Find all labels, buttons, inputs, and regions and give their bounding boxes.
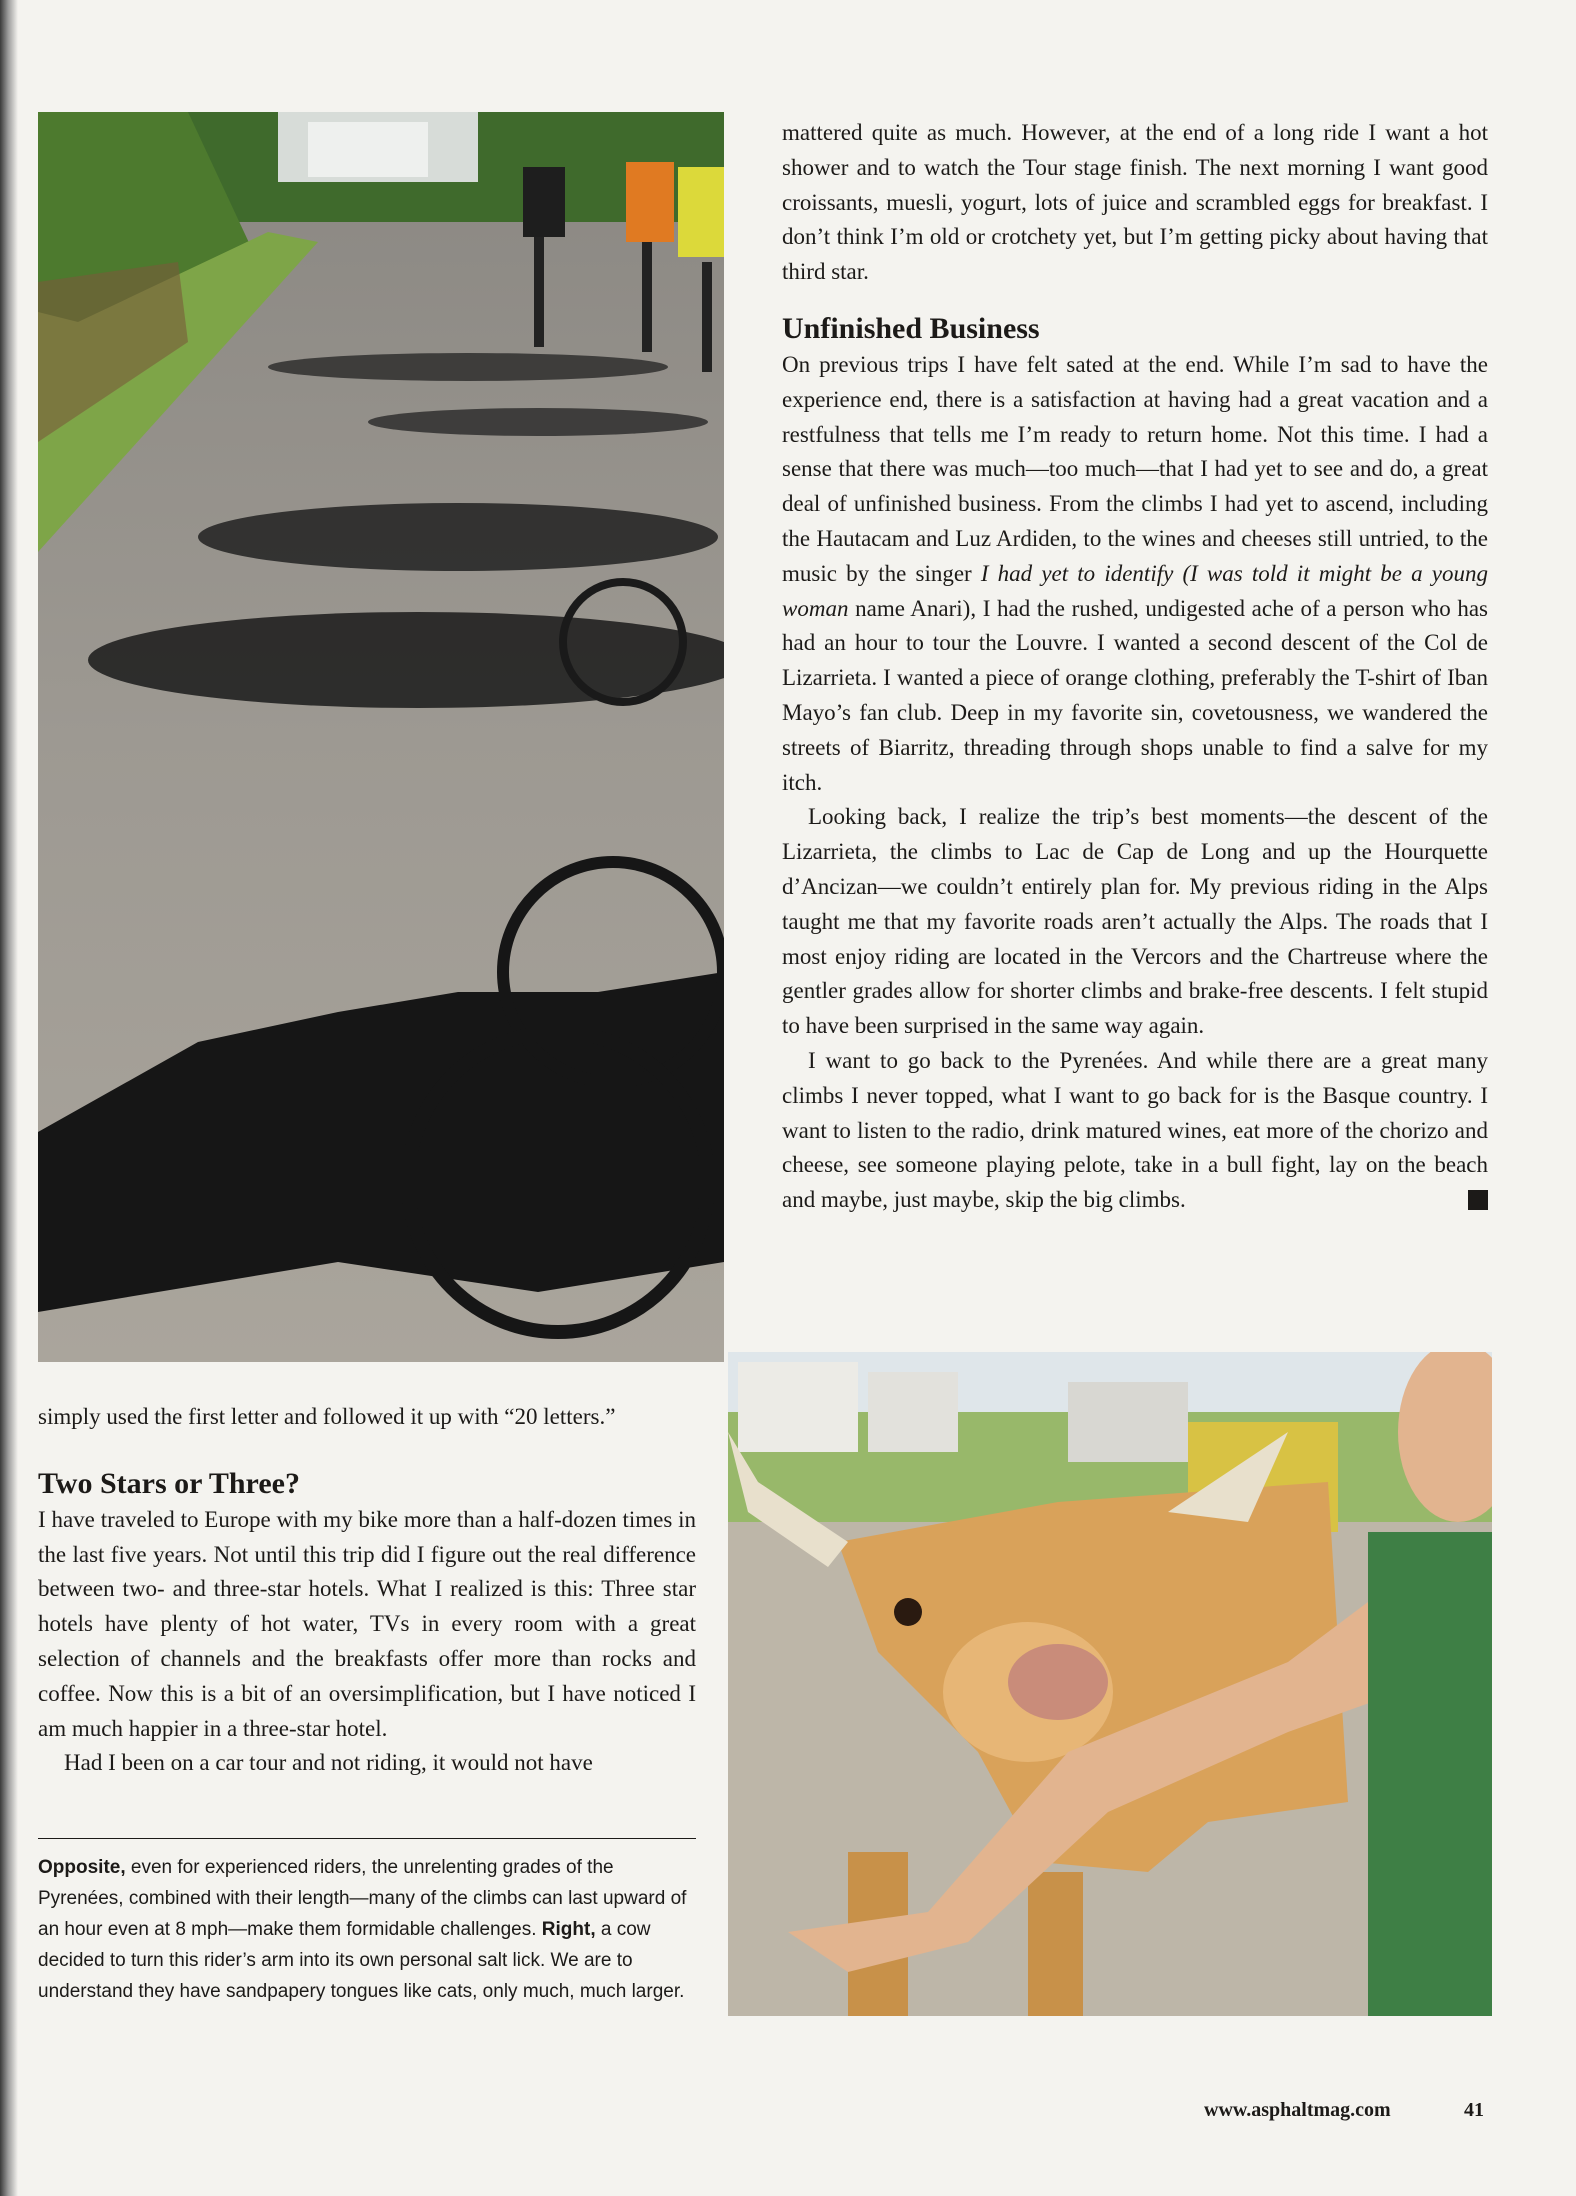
heading-unfinished-business: Unfinished Business [782, 311, 1040, 345]
left-column [38, 1400, 696, 1781]
photo-caption: Opposite, even for experienced riders, the unrelenting grades of the Pyrenées, combined with their length—many of the climbs can last upward of an hour even at 8 mph—make them formidable challenges. Right, a cow decided to turn this rider’s arm into its own personal salt lick. We are to understand they have sandpapery tongues like cats, only much, much larger. [38, 1857, 687, 2002]
binding-shadow [0, 0, 18, 2196]
cyclists-road-photo [38, 112, 724, 1362]
page-number: 41 [1464, 2099, 1484, 2121]
footer-url: www.asphaltmag.com [1204, 2099, 1391, 2121]
two-stars-para-2: Had I been on a car tour and not riding, it would not have [64, 1750, 593, 1776]
right-column [782, 116, 1505, 1218]
heading-two-stars-or-three: Two Stars or Three? [38, 1466, 300, 1500]
carryover-paragraph: simply used the first letter and followed it up with “20 letters.” [38, 1404, 616, 1429]
two-stars-para-1: I have traveled to Europe with my bike more than a half-dozen times in the last five years. Not until this trip did I figure out the real difference between two- and three-star hotels. What I realized is this: Three star hotels have plenty of hot water, TVs in every room with a great selection of channels and the breakfasts offer more than rocks and coffee. Now this is a bit of an oversimplification, but I have noticed I am much happier in a three-star hotel. [38, 1506, 696, 1741]
unfinished-para-2: Looking back, I realize the trip’s best moments—the descent of the Lizarrieta, the climbs to Lac de Cap de Long and up the Hourquette d’Ancizan—we couldn’t entirely plan for. My previous riding in the Alps taught me that my favorite roads aren’t actually the Alps. The roads that I most enjoy riding are located in the Vercors and the Chartreuse where the gentler grades allow for shorter climbs and brake-free descents. I felt stupid to have been surprised in the same way again. [782, 804, 1488, 1039]
caption-divider [38, 1838, 696, 1839]
cow-licking-arm-photo [728, 1352, 1492, 2016]
unfinished-para-3: I want to go back to the Pyrenées. And while there are a great many climbs I never topped, what I want to go back for is the Basque country. I want to listen to the radio, drink matured wines, eat more of the chorizo and cheese, see someone playing pelote, take in a bull fight, lay on the beach and maybe, just maybe, skip the big climbs. A [782, 1047, 1505, 1213]
unfinished-para-1: On previous trips I have felt sated at the end. While I’m sad to have the experience end, there is a satisfaction at having had a great vacation and a restfulness that tells me I’m ready to return home. Not this time. I had a sense that there was much—too much—that I had yet to see and do, a great deal of unfinished business. From the climbs I had yet to ascend, including the Hautacam and Luz Ardiden, to the wines and cheeses still untried, to the music by the singer I had yet to identify (I was told it might be a young woman name Anari), I had the rushed, undigested ache of a person who has had an hour to tour the Louvre. I wanted a second descent of the Col de Lizarrieta. I wanted a piece of orange clothing, preferably the T-shirt of Iban Mayo’s fan club. Deep in my favorite sin, covetousness, we wandered the streets of Biarritz, threading through shops unable to find a salve for my itch. [782, 351, 1488, 795]
end-of-article-mark: A [1468, 1190, 1488, 1210]
intro-paragraph: mattered quite as much. However, at the end of a long ride I want a hot shower and to watch the Tour stage finish. The next morning I want good croissants, muesli, yogurt, lots of juice and scrambled eggs for breakfast. I don’t think I’m old or crotchety yet, but I’m getting picky about having that third star. [782, 120, 1488, 285]
